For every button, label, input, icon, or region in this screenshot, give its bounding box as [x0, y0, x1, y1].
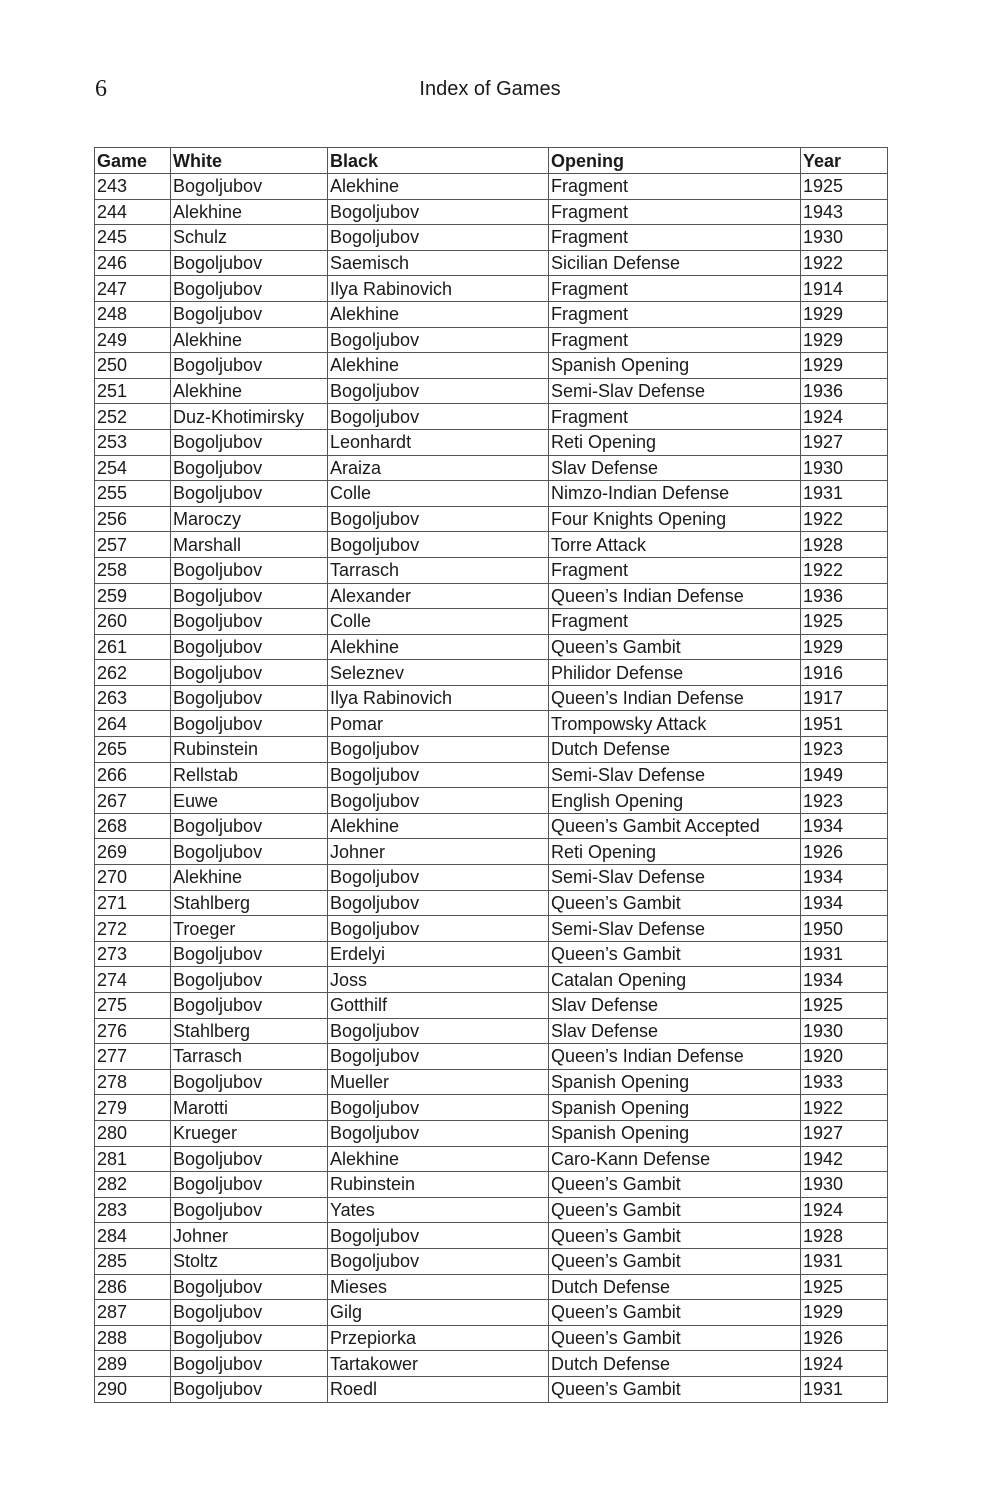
- cell-black: Przepiorka: [328, 1325, 549, 1351]
- cell-white: Euwe: [171, 788, 328, 814]
- cell-opening: Queen’s Gambit: [549, 1197, 801, 1223]
- cell-black: Bogoljubov: [328, 762, 549, 788]
- cell-white: Bogoljubov: [171, 1197, 328, 1223]
- cell-opening: Torre Attack: [549, 532, 801, 558]
- table-row: [95, 1069, 888, 1095]
- cell-opening: Queen’s Indian Defense: [549, 685, 801, 711]
- cell-white: Bogoljubov: [171, 276, 328, 302]
- cell-year: 1929: [801, 353, 888, 379]
- cell-year: 1925: [801, 993, 888, 1019]
- cell-black: Bogoljubov: [328, 916, 549, 942]
- cell-game: 243: [95, 174, 171, 200]
- cell-year: 1916: [801, 660, 888, 686]
- table-row: [95, 250, 888, 276]
- cell-black: Gotthilf: [328, 993, 549, 1019]
- cell-game: 274: [95, 967, 171, 993]
- cell-opening: Slav Defense: [549, 1018, 801, 1044]
- cell-black: Alekhine: [328, 301, 549, 327]
- cell-white: Bogoljubov: [171, 174, 328, 200]
- cell-year: 1949: [801, 762, 888, 788]
- table-row: [95, 1248, 888, 1274]
- cell-opening: Queen’s Indian Defense: [549, 1044, 801, 1070]
- cell-white: Bogoljubov: [171, 967, 328, 993]
- cell-white: Bogoljubov: [171, 941, 328, 967]
- table-row: [95, 1223, 888, 1249]
- cell-opening: Fragment: [549, 276, 801, 302]
- cell-year: 1926: [801, 1325, 888, 1351]
- cell-game: 285: [95, 1248, 171, 1274]
- cell-black: Bogoljubov: [328, 1248, 549, 1274]
- cell-year: 1924: [801, 1351, 888, 1377]
- cell-game: 247: [95, 276, 171, 302]
- table-row: [95, 967, 888, 993]
- cell-year: 1927: [801, 429, 888, 455]
- cell-white: Alekhine: [171, 199, 328, 225]
- cell-year: 1928: [801, 1223, 888, 1249]
- table-row: [95, 762, 888, 788]
- table-row: [95, 1120, 888, 1146]
- cell-game: 262: [95, 660, 171, 686]
- cell-black: Alexander: [328, 583, 549, 609]
- table-row: [95, 1351, 888, 1377]
- cell-white: Bogoljubov: [171, 1274, 328, 1300]
- cell-opening: Nimzo-Indian Defense: [549, 481, 801, 507]
- cell-year: 1922: [801, 250, 888, 276]
- cell-black: Bogoljubov: [328, 737, 549, 763]
- cell-white: Stoltz: [171, 1248, 328, 1274]
- header-row: [95, 148, 888, 174]
- table-row: [95, 609, 888, 635]
- table-row: [95, 660, 888, 686]
- cell-game: 270: [95, 865, 171, 891]
- cell-year: 1943: [801, 199, 888, 225]
- cell-opening: Semi-Slav Defense: [549, 378, 801, 404]
- cell-white: Stahlberg: [171, 890, 328, 916]
- cell-opening: Dutch Defense: [549, 1351, 801, 1377]
- cell-white: Alekhine: [171, 327, 328, 353]
- table-header: [95, 148, 888, 174]
- table-row: [95, 1300, 888, 1326]
- cell-opening: Queen’s Gambit: [549, 941, 801, 967]
- cell-black: Alekhine: [328, 174, 549, 200]
- cell-white: Stahlberg: [171, 1018, 328, 1044]
- table-row: [95, 327, 888, 353]
- cell-year: 1922: [801, 506, 888, 532]
- cell-year: 1925: [801, 174, 888, 200]
- table-row: [95, 353, 888, 379]
- column-header-year: Year: [801, 148, 888, 174]
- cell-white: Bogoljubov: [171, 583, 328, 609]
- cell-opening: Sicilian Defense: [549, 250, 801, 276]
- cell-game: 264: [95, 711, 171, 737]
- cell-opening: Spanish Opening: [549, 353, 801, 379]
- cell-opening: Semi-Slav Defense: [549, 916, 801, 942]
- table-row: [95, 813, 888, 839]
- table-row: [95, 685, 888, 711]
- cell-white: Bogoljubov: [171, 609, 328, 635]
- cell-white: Bogoljubov: [171, 557, 328, 583]
- cell-opening: Queen’s Gambit: [549, 1376, 801, 1402]
- cell-game: 259: [95, 583, 171, 609]
- cell-black: Leonhardt: [328, 429, 549, 455]
- cell-game: 275: [95, 993, 171, 1019]
- table-row: [95, 839, 888, 865]
- cell-game: 281: [95, 1146, 171, 1172]
- cell-white: Marshall: [171, 532, 328, 558]
- cell-opening: Queen’s Gambit: [549, 1172, 801, 1198]
- cell-black: Saemisch: [328, 250, 549, 276]
- cell-year: 1928: [801, 532, 888, 558]
- cell-year: 1934: [801, 890, 888, 916]
- cell-game: 246: [95, 250, 171, 276]
- cell-white: Bogoljubov: [171, 301, 328, 327]
- cell-game: 280: [95, 1120, 171, 1146]
- cell-year: 1922: [801, 1095, 888, 1121]
- cell-white: Bogoljubov: [171, 813, 328, 839]
- cell-white: Johner: [171, 1223, 328, 1249]
- cell-black: Bogoljubov: [328, 1044, 549, 1070]
- cell-game: 277: [95, 1044, 171, 1070]
- cell-white: Rellstab: [171, 762, 328, 788]
- cell-game: 245: [95, 225, 171, 251]
- cell-white: Bogoljubov: [171, 634, 328, 660]
- table-row: [95, 1197, 888, 1223]
- cell-year: 1929: [801, 634, 888, 660]
- cell-black: Tartakower: [328, 1351, 549, 1377]
- cell-year: 1931: [801, 481, 888, 507]
- cell-game: 267: [95, 788, 171, 814]
- cell-opening: Trompowsky Attack: [549, 711, 801, 737]
- cell-year: 1951: [801, 711, 888, 737]
- running-head: Index of Games: [419, 78, 561, 100]
- cell-white: Bogoljubov: [171, 1069, 328, 1095]
- cell-game: 287: [95, 1300, 171, 1326]
- cell-game: 272: [95, 916, 171, 942]
- cell-white: Bogoljubov: [171, 1376, 328, 1402]
- cell-white: Bogoljubov: [171, 1172, 328, 1198]
- cell-year: 1917: [801, 685, 888, 711]
- cell-white: Schulz: [171, 225, 328, 251]
- cell-black: Alekhine: [328, 353, 549, 379]
- cell-year: 1934: [801, 967, 888, 993]
- cell-year: 1950: [801, 916, 888, 942]
- cell-year: 1927: [801, 1120, 888, 1146]
- cell-year: 1930: [801, 455, 888, 481]
- cell-game: 261: [95, 634, 171, 660]
- cell-opening: Queen’s Gambit: [549, 1325, 801, 1351]
- games-index-table: [94, 147, 888, 1403]
- cell-opening: Caro-Kann Defense: [549, 1146, 801, 1172]
- cell-white: Krueger: [171, 1120, 328, 1146]
- cell-black: Roedl: [328, 1376, 549, 1402]
- cell-white: Troeger: [171, 916, 328, 942]
- cell-opening: Catalan Opening: [549, 967, 801, 993]
- cell-year: 1931: [801, 1248, 888, 1274]
- table-row: [95, 404, 888, 430]
- cell-game: 269: [95, 839, 171, 865]
- cell-black: Bogoljubov: [328, 1018, 549, 1044]
- cell-opening: Fragment: [549, 557, 801, 583]
- cell-game: 249: [95, 327, 171, 353]
- cell-black: Araiza: [328, 455, 549, 481]
- cell-year: 1925: [801, 1274, 888, 1300]
- table-row: [95, 583, 888, 609]
- cell-game: 257: [95, 532, 171, 558]
- cell-black: Colle: [328, 609, 549, 635]
- cell-game: 266: [95, 762, 171, 788]
- cell-year: 1929: [801, 1300, 888, 1326]
- cell-white: Bogoljubov: [171, 481, 328, 507]
- cell-opening: Spanish Opening: [549, 1095, 801, 1121]
- cell-year: 1933: [801, 1069, 888, 1095]
- cell-game: 252: [95, 404, 171, 430]
- cell-white: Bogoljubov: [171, 685, 328, 711]
- cell-white: Bogoljubov: [171, 993, 328, 1019]
- cell-opening: Queen’s Indian Defense: [549, 583, 801, 609]
- cell-year: 1925: [801, 609, 888, 635]
- cell-opening: Fragment: [549, 327, 801, 353]
- cell-black: Pomar: [328, 711, 549, 737]
- cell-black: Bogoljubov: [328, 327, 549, 353]
- cell-white: Bogoljubov: [171, 250, 328, 276]
- table-row: [95, 1376, 888, 1402]
- cell-opening: Queen’s Gambit Accepted: [549, 813, 801, 839]
- cell-opening: Semi-Slav Defense: [549, 762, 801, 788]
- table-row: [95, 1274, 888, 1300]
- cell-opening: Dutch Defense: [549, 737, 801, 763]
- table-row: [95, 788, 888, 814]
- cell-black: Erdelyi: [328, 941, 549, 967]
- table-row: [95, 506, 888, 532]
- table-row: [95, 1325, 888, 1351]
- cell-year: 1936: [801, 583, 888, 609]
- cell-white: Bogoljubov: [171, 455, 328, 481]
- cell-opening: Semi-Slav Defense: [549, 865, 801, 891]
- cell-opening: Reti Opening: [549, 839, 801, 865]
- cell-white: Bogoljubov: [171, 711, 328, 737]
- page-number: 6: [95, 76, 107, 102]
- cell-game: 290: [95, 1376, 171, 1402]
- cell-year: 1930: [801, 1172, 888, 1198]
- cell-white: Bogoljubov: [171, 429, 328, 455]
- cell-year: 1923: [801, 737, 888, 763]
- cell-year: 1923: [801, 788, 888, 814]
- table-row: [95, 993, 888, 1019]
- cell-black: Alekhine: [328, 1146, 549, 1172]
- cell-opening: Dutch Defense: [549, 1274, 801, 1300]
- table-row: [95, 1146, 888, 1172]
- column-header-opening: Opening: [549, 148, 801, 174]
- table-row: [95, 378, 888, 404]
- cell-black: Bogoljubov: [328, 404, 549, 430]
- cell-white: Duz-Khotimirsky: [171, 404, 328, 430]
- cell-white: Bogoljubov: [171, 1146, 328, 1172]
- cell-white: Marotti: [171, 1095, 328, 1121]
- cell-game: 253: [95, 429, 171, 455]
- cell-black: Bogoljubov: [328, 532, 549, 558]
- cell-game: 254: [95, 455, 171, 481]
- cell-black: Alekhine: [328, 634, 549, 660]
- cell-game: 286: [95, 1274, 171, 1300]
- table-row: [95, 301, 888, 327]
- cell-white: Alekhine: [171, 865, 328, 891]
- cell-game: 282: [95, 1172, 171, 1198]
- cell-black: Tarrasch: [328, 557, 549, 583]
- cell-game: 284: [95, 1223, 171, 1249]
- cell-game: 244: [95, 199, 171, 225]
- table-row: [95, 557, 888, 583]
- cell-game: 255: [95, 481, 171, 507]
- cell-white: Bogoljubov: [171, 1351, 328, 1377]
- table-row: [95, 225, 888, 251]
- cell-black: Bogoljubov: [328, 1223, 549, 1249]
- cell-opening: Slav Defense: [549, 455, 801, 481]
- cell-year: 1929: [801, 327, 888, 353]
- cell-opening: Fragment: [549, 301, 801, 327]
- cell-year: 1924: [801, 1197, 888, 1223]
- cell-year: 1942: [801, 1146, 888, 1172]
- cell-game: 288: [95, 1325, 171, 1351]
- cell-black: Bogoljubov: [328, 506, 549, 532]
- table-body: [95, 174, 888, 1403]
- cell-black: Bogoljubov: [328, 890, 549, 916]
- cell-opening: Queen’s Gambit: [549, 1248, 801, 1274]
- cell-opening: Reti Opening: [549, 429, 801, 455]
- cell-black: Bogoljubov: [328, 378, 549, 404]
- cell-game: 283: [95, 1197, 171, 1223]
- table-row: [95, 276, 888, 302]
- cell-year: 1934: [801, 865, 888, 891]
- cell-black: Bogoljubov: [328, 1120, 549, 1146]
- table-row: [95, 1018, 888, 1044]
- cell-game: 250: [95, 353, 171, 379]
- cell-game: 256: [95, 506, 171, 532]
- cell-year: 1931: [801, 1376, 888, 1402]
- cell-game: 271: [95, 890, 171, 916]
- cell-black: Yates: [328, 1197, 549, 1223]
- cell-opening: Queen’s Gambit: [549, 1223, 801, 1249]
- cell-opening: Fragment: [549, 225, 801, 251]
- cell-white: Bogoljubov: [171, 353, 328, 379]
- cell-black: Bogoljubov: [328, 1095, 549, 1121]
- cell-black: Joss: [328, 967, 549, 993]
- cell-game: 263: [95, 685, 171, 711]
- cell-game: 258: [95, 557, 171, 583]
- cell-year: 1914: [801, 276, 888, 302]
- table-row: [95, 711, 888, 737]
- cell-black: Ilya Rabinovich: [328, 276, 549, 302]
- cell-game: 260: [95, 609, 171, 635]
- table-row: [95, 865, 888, 891]
- cell-year: 1931: [801, 941, 888, 967]
- cell-year: 1922: [801, 557, 888, 583]
- table-row: [95, 1095, 888, 1121]
- table-row: [95, 174, 888, 200]
- table-row: [95, 1044, 888, 1070]
- cell-year: 1926: [801, 839, 888, 865]
- cell-black: Bogoljubov: [328, 788, 549, 814]
- cell-black: Gilg: [328, 1300, 549, 1326]
- table-row: [95, 890, 888, 916]
- cell-game: 248: [95, 301, 171, 327]
- cell-opening: Fragment: [549, 609, 801, 635]
- cell-game: 251: [95, 378, 171, 404]
- cell-opening: Philidor Defense: [549, 660, 801, 686]
- cell-black: Johner: [328, 839, 549, 865]
- table-row: [95, 481, 888, 507]
- table-row: [95, 916, 888, 942]
- cell-white: Bogoljubov: [171, 660, 328, 686]
- cell-year: 1934: [801, 813, 888, 839]
- cell-black: Bogoljubov: [328, 225, 549, 251]
- cell-black: Rubinstein: [328, 1172, 549, 1198]
- cell-year: 1930: [801, 1018, 888, 1044]
- cell-year: 1930: [801, 225, 888, 251]
- cell-opening: Slav Defense: [549, 993, 801, 1019]
- cell-black: Alekhine: [328, 813, 549, 839]
- cell-white: Maroczy: [171, 506, 328, 532]
- cell-black: Bogoljubov: [328, 199, 549, 225]
- column-header-black: Black: [328, 148, 549, 174]
- table-row: [95, 737, 888, 763]
- cell-game: 278: [95, 1069, 171, 1095]
- cell-opening: Spanish Opening: [549, 1120, 801, 1146]
- cell-white: Tarrasch: [171, 1044, 328, 1070]
- cell-opening: Spanish Opening: [549, 1069, 801, 1095]
- table-row: [95, 1172, 888, 1198]
- cell-opening: Fragment: [549, 174, 801, 200]
- cell-opening: English Opening: [549, 788, 801, 814]
- column-header-white: White: [171, 148, 328, 174]
- table-row: [95, 941, 888, 967]
- cell-opening: Queen’s Gambit: [549, 634, 801, 660]
- cell-white: Bogoljubov: [171, 839, 328, 865]
- cell-year: 1929: [801, 301, 888, 327]
- cell-game: 265: [95, 737, 171, 763]
- cell-black: Mieses: [328, 1274, 549, 1300]
- cell-black: Mueller: [328, 1069, 549, 1095]
- cell-black: Ilya Rabinovich: [328, 685, 549, 711]
- table-row: [95, 634, 888, 660]
- cell-white: Bogoljubov: [171, 1300, 328, 1326]
- cell-year: 1936: [801, 378, 888, 404]
- cell-opening: Queen’s Gambit: [549, 1300, 801, 1326]
- table-row: [95, 199, 888, 225]
- cell-black: Seleznev: [328, 660, 549, 686]
- table-row: [95, 532, 888, 558]
- cell-opening: Four Knights Opening: [549, 506, 801, 532]
- cell-white: Alekhine: [171, 378, 328, 404]
- cell-white: Rubinstein: [171, 737, 328, 763]
- cell-game: 289: [95, 1351, 171, 1377]
- cell-year: 1924: [801, 404, 888, 430]
- table-row: [95, 455, 888, 481]
- cell-game: 279: [95, 1095, 171, 1121]
- cell-opening: Fragment: [549, 199, 801, 225]
- cell-year: 1920: [801, 1044, 888, 1070]
- cell-opening: Fragment: [549, 404, 801, 430]
- cell-black: Colle: [328, 481, 549, 507]
- cell-game: 268: [95, 813, 171, 839]
- cell-game: 273: [95, 941, 171, 967]
- table-row: [95, 429, 888, 455]
- cell-opening: Queen’s Gambit: [549, 890, 801, 916]
- cell-game: 276: [95, 1018, 171, 1044]
- cell-white: Bogoljubov: [171, 1325, 328, 1351]
- column-header-game: Game: [95, 148, 171, 174]
- cell-black: Bogoljubov: [328, 865, 549, 891]
